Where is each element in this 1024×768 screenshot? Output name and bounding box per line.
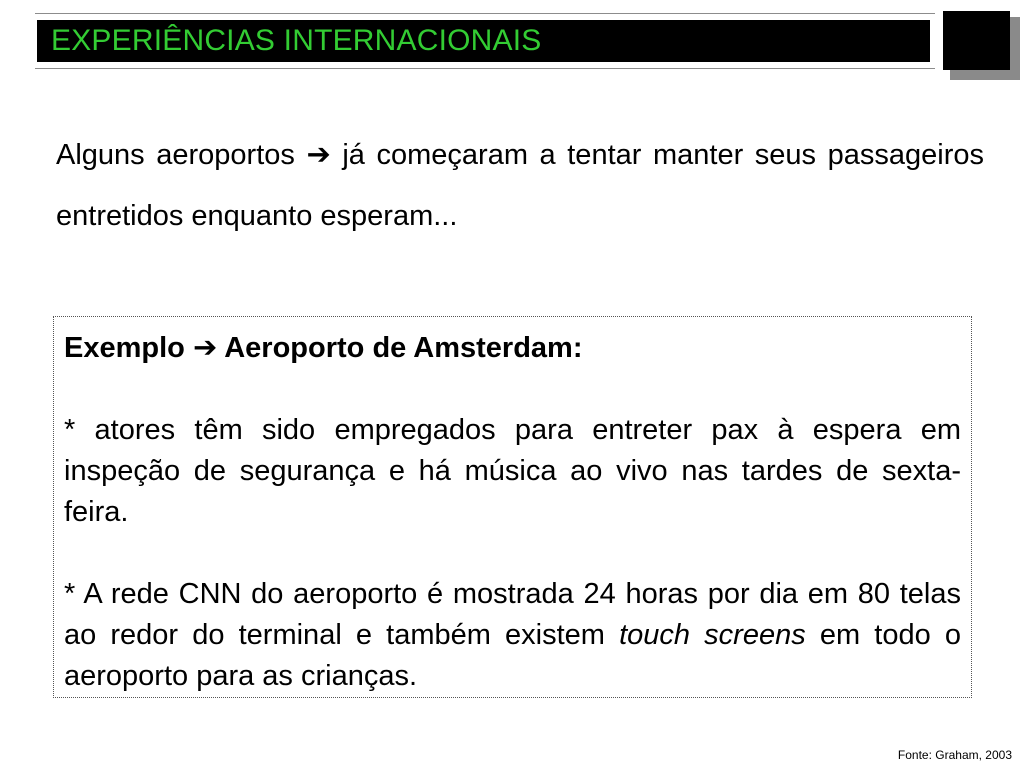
intro-text-start: Alguns aeroportos bbox=[56, 139, 295, 171]
bullet-2-text-start: * A rede CNN do aeroporto é mostrada 24 horas por dia em 80 telas ao redor do terminal e também existem bbox=[64, 578, 961, 651]
example-bullet-2 bbox=[64, 574, 961, 697]
example-heading bbox=[64, 327, 961, 369]
corner-box bbox=[943, 11, 1010, 70]
example-heading-label: Exemplo bbox=[64, 332, 185, 364]
intro-text-end: já começaram a tentar manter seus passageiros entretidos enquanto esperam... bbox=[56, 139, 985, 232]
header-bottom-rule bbox=[35, 68, 935, 69]
example-box bbox=[53, 316, 972, 698]
example-bullet-1: * atores têm sido empregados para entreter pax à espera em inspeção de segurança e há música ao vivo nas tardes de sexta-feira. bbox=[64, 414, 961, 528]
title-bar bbox=[37, 20, 930, 62]
bullet-2-italic-term: touch screens bbox=[619, 619, 806, 651]
arrow-right-icon: ➔ bbox=[306, 137, 331, 171]
header-top-rule bbox=[35, 13, 935, 14]
bullet-2-text-end: em todo o aeroporto para as crianças. bbox=[64, 619, 961, 692]
source-citation: Fonte: Graham, 2003 bbox=[897, 748, 1012, 762]
arrow-right-icon: ➔ bbox=[192, 330, 218, 364]
slide-title: EXPERIÊNCIAS INTERNACIONAIS bbox=[51, 24, 542, 57]
intro-paragraph bbox=[56, 124, 984, 247]
example-heading-subject: Aeroporto de Amsterdam: bbox=[224, 332, 583, 364]
